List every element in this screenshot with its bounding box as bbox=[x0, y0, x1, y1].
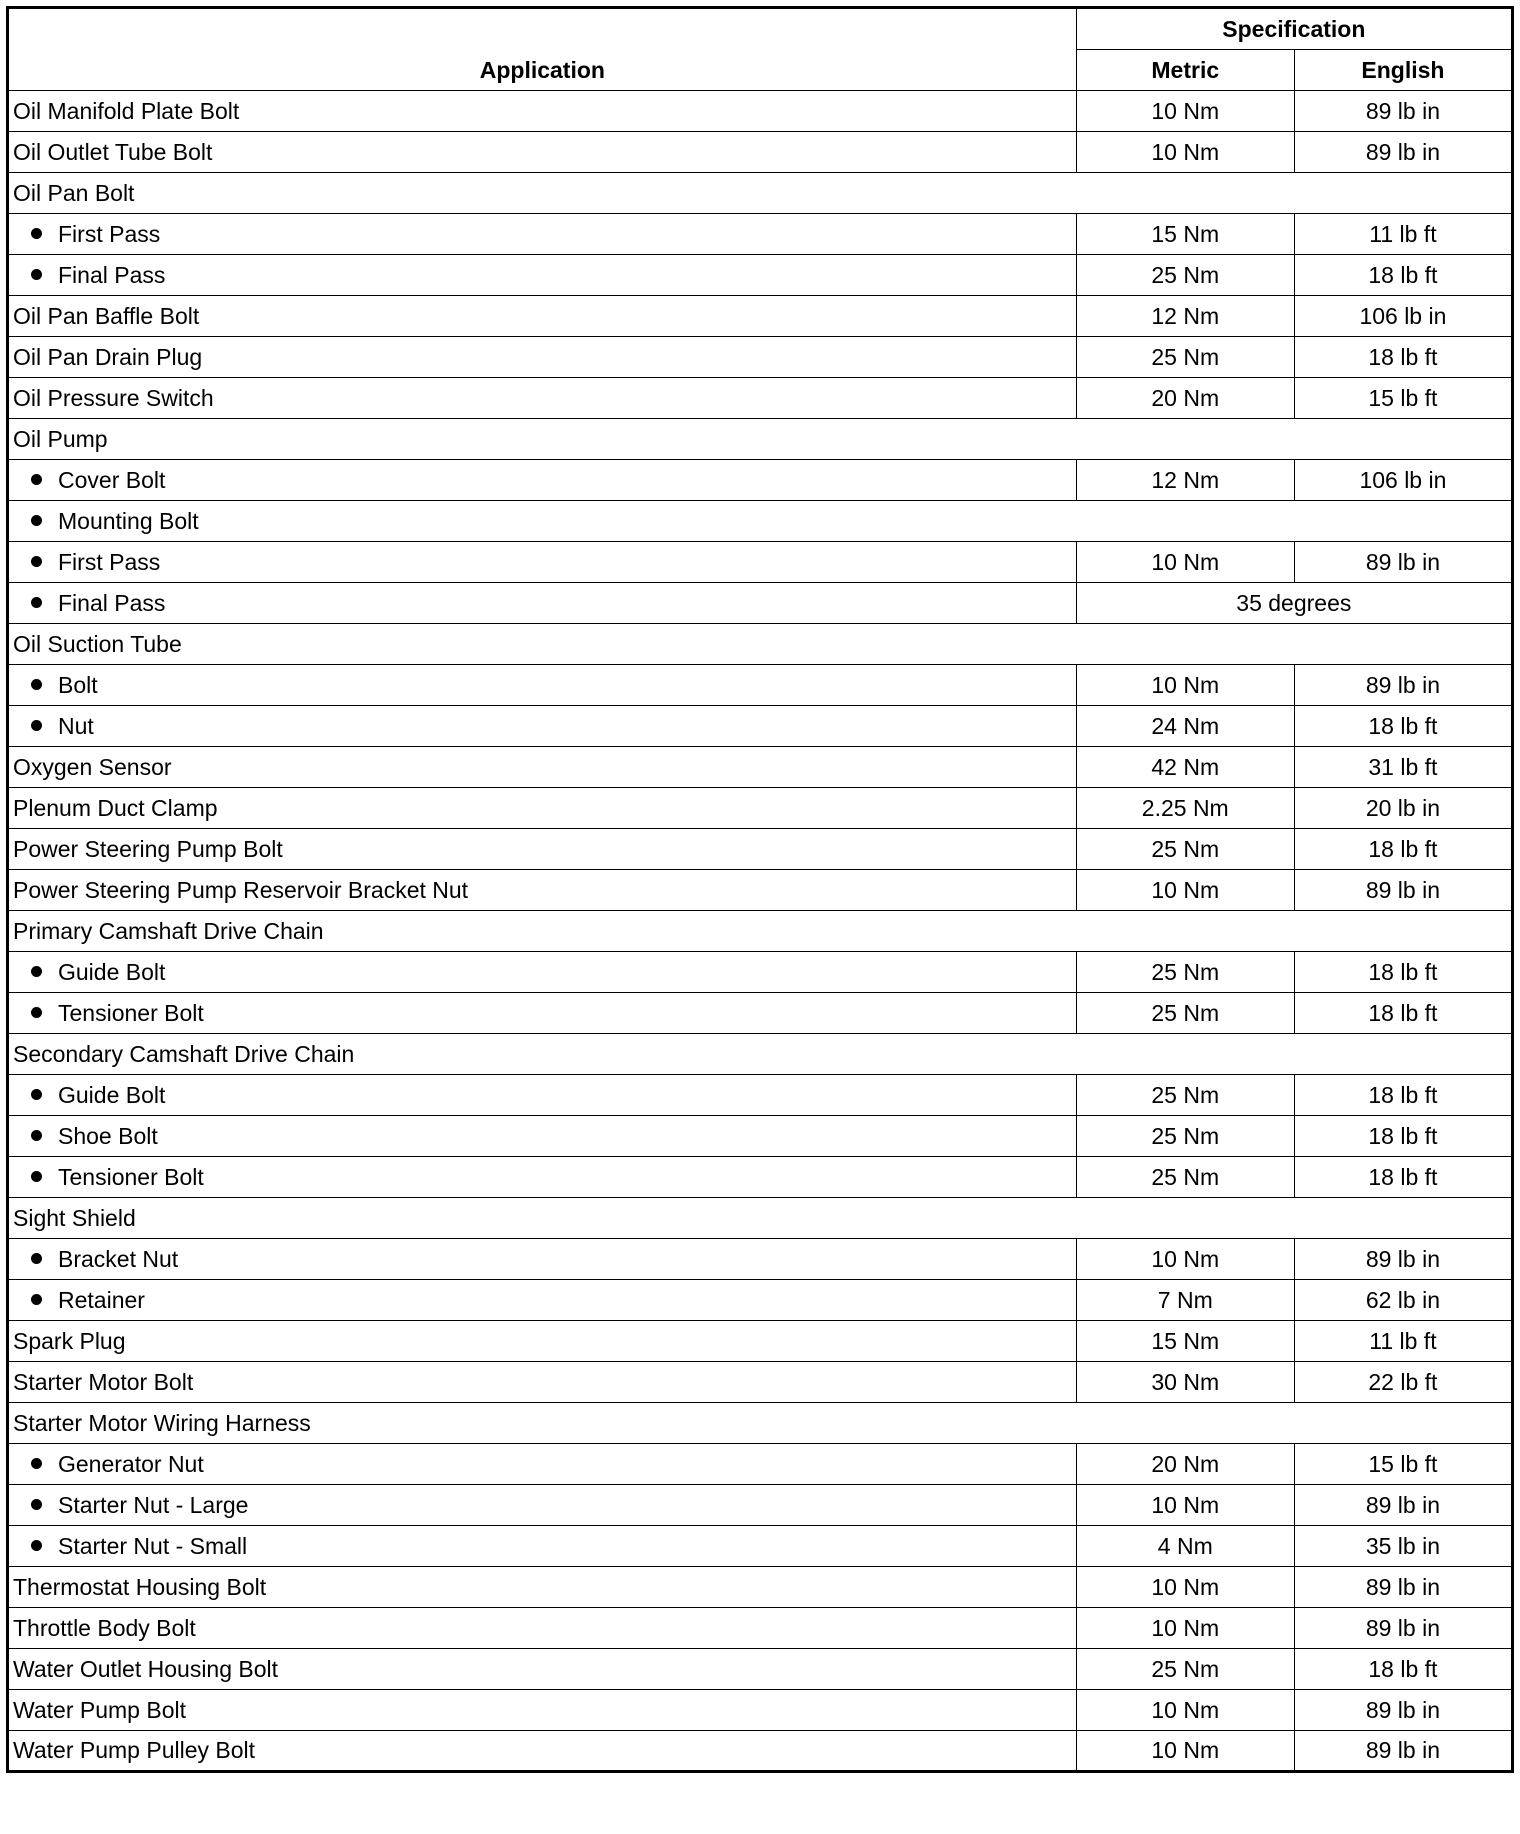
bullet-icon bbox=[31, 1253, 42, 1264]
table-row bbox=[8, 1403, 1513, 1444]
application-label: Oil Pump bbox=[13, 425, 108, 452]
application-cell bbox=[8, 829, 1077, 870]
application-cell bbox=[8, 788, 1077, 829]
application-label: Mounting Bolt bbox=[58, 507, 199, 534]
english-cell: 18 lb ft bbox=[1294, 255, 1512, 296]
table-row bbox=[8, 1608, 1513, 1649]
english-cell: 18 lb ft bbox=[1294, 1116, 1512, 1157]
merged-spec-cell: 35 degrees bbox=[1076, 583, 1512, 624]
bullet-icon bbox=[31, 1130, 42, 1141]
application-label: Water Pump Bolt bbox=[13, 1696, 186, 1723]
metric-cell: 10 Nm bbox=[1076, 665, 1294, 706]
application-cell bbox=[8, 1075, 1077, 1116]
bullet-icon bbox=[31, 1458, 42, 1469]
english-cell: 11 lb ft bbox=[1294, 214, 1512, 255]
english-cell: 31 lb ft bbox=[1294, 747, 1512, 788]
application-cell bbox=[8, 1649, 1077, 1690]
metric-cell: 25 Nm bbox=[1076, 829, 1294, 870]
metric-cell: 25 Nm bbox=[1076, 1116, 1294, 1157]
metric-cell: 10 Nm bbox=[1076, 1608, 1294, 1649]
application-label: Final Pass bbox=[58, 589, 166, 616]
application-label: Starter Motor Bolt bbox=[13, 1368, 194, 1395]
table-row bbox=[8, 583, 1513, 624]
table-body bbox=[8, 91, 1513, 1772]
application-cell bbox=[8, 747, 1077, 788]
application-cell bbox=[8, 1526, 1077, 1567]
table-row bbox=[8, 1362, 1513, 1403]
metric-cell: 2.25 Nm bbox=[1076, 788, 1294, 829]
english-cell: 18 lb ft bbox=[1294, 1157, 1512, 1198]
bullet-icon bbox=[31, 679, 42, 690]
metric-cell: 4 Nm bbox=[1076, 1526, 1294, 1567]
table-row bbox=[8, 1526, 1513, 1567]
table-row bbox=[8, 1239, 1513, 1280]
application-label: Power Steering Pump Bolt bbox=[13, 835, 283, 862]
english-cell: 11 lb ft bbox=[1294, 1321, 1512, 1362]
english-cell: 89 lb in bbox=[1294, 132, 1512, 173]
metric-cell: 12 Nm bbox=[1076, 460, 1294, 501]
application-cell bbox=[8, 1280, 1077, 1321]
metric-cell: 10 Nm bbox=[1076, 1731, 1294, 1772]
metric-cell: 10 Nm bbox=[1076, 91, 1294, 132]
application-label: Oil Suction Tube bbox=[13, 630, 182, 657]
table-row bbox=[8, 1157, 1513, 1198]
application-cell bbox=[8, 419, 1513, 460]
metric-cell: 10 Nm bbox=[1076, 1690, 1294, 1731]
application-cell bbox=[8, 1608, 1077, 1649]
table-row bbox=[8, 419, 1513, 460]
metric-cell: 10 Nm bbox=[1076, 542, 1294, 583]
application-label: Thermostat Housing Bolt bbox=[13, 1573, 267, 1600]
metric-cell: 30 Nm bbox=[1076, 1362, 1294, 1403]
application-cell bbox=[8, 583, 1077, 624]
application-cell bbox=[8, 214, 1077, 255]
header-english: English bbox=[1294, 50, 1512, 91]
application-cell bbox=[8, 911, 1513, 952]
application-label: Oil Pan Drain Plug bbox=[13, 343, 203, 370]
table-row bbox=[8, 1321, 1513, 1362]
application-label: Primary Camshaft Drive Chain bbox=[13, 917, 324, 944]
application-cell bbox=[8, 1239, 1077, 1280]
english-cell: 89 lb in bbox=[1294, 1485, 1512, 1526]
application-label: First Pass bbox=[58, 220, 161, 247]
metric-cell: 25 Nm bbox=[1076, 993, 1294, 1034]
table-row bbox=[8, 1034, 1513, 1075]
english-cell: 15 lb ft bbox=[1294, 378, 1512, 419]
application-label: Oil Pan Bolt bbox=[13, 179, 135, 206]
application-label: Starter Motor Wiring Harness bbox=[13, 1409, 311, 1436]
table-row bbox=[8, 911, 1513, 952]
application-label: Guide Bolt bbox=[58, 1081, 166, 1108]
bullet-icon bbox=[31, 1294, 42, 1305]
application-label: Bracket Nut bbox=[58, 1245, 179, 1272]
application-label: Guide Bolt bbox=[58, 958, 166, 985]
table-row bbox=[8, 829, 1513, 870]
application-label: Final Pass bbox=[58, 261, 166, 288]
application-label: Tensioner Bolt bbox=[58, 1163, 204, 1190]
application-cell bbox=[8, 501, 1513, 542]
table-row bbox=[8, 706, 1513, 747]
header-application: Application bbox=[8, 8, 1077, 91]
table-row bbox=[8, 747, 1513, 788]
english-cell: 18 lb ft bbox=[1294, 706, 1512, 747]
table-row bbox=[8, 952, 1513, 993]
application-cell bbox=[8, 1567, 1077, 1608]
application-label: Oil Outlet Tube Bolt bbox=[13, 138, 213, 165]
metric-cell: 10 Nm bbox=[1076, 1567, 1294, 1608]
english-cell: 35 lb in bbox=[1294, 1526, 1512, 1567]
header-metric: Metric bbox=[1076, 50, 1294, 91]
english-cell: 106 lb in bbox=[1294, 296, 1512, 337]
table-row bbox=[8, 337, 1513, 378]
metric-cell: 15 Nm bbox=[1076, 214, 1294, 255]
metric-cell: 24 Nm bbox=[1076, 706, 1294, 747]
table-row bbox=[8, 1444, 1513, 1485]
metric-cell: 20 Nm bbox=[1076, 1444, 1294, 1485]
bullet-icon bbox=[31, 474, 42, 485]
application-cell bbox=[8, 870, 1077, 911]
application-label: Oil Pan Baffle Bolt bbox=[13, 302, 200, 329]
application-cell bbox=[8, 1034, 1513, 1075]
english-cell: 89 lb in bbox=[1294, 1731, 1512, 1772]
metric-cell: 25 Nm bbox=[1076, 255, 1294, 296]
application-label: Oxygen Sensor bbox=[13, 753, 172, 780]
application-cell bbox=[8, 706, 1077, 747]
application-label: Sight Shield bbox=[13, 1204, 136, 1231]
bullet-icon bbox=[31, 1089, 42, 1100]
english-cell: 18 lb ft bbox=[1294, 1075, 1512, 1116]
application-cell bbox=[8, 1731, 1077, 1772]
table-row bbox=[8, 132, 1513, 173]
application-label: Throttle Body Bolt bbox=[13, 1614, 196, 1641]
table-row bbox=[8, 542, 1513, 583]
bullet-icon bbox=[31, 966, 42, 977]
metric-cell: 25 Nm bbox=[1076, 1075, 1294, 1116]
application-label: Shoe Bolt bbox=[58, 1122, 158, 1149]
header-specification: Specification bbox=[1076, 8, 1512, 50]
application-label: Secondary Camshaft Drive Chain bbox=[13, 1040, 355, 1067]
english-cell: 62 lb in bbox=[1294, 1280, 1512, 1321]
table-row bbox=[8, 665, 1513, 706]
application-label: Plenum Duct Clamp bbox=[13, 794, 218, 821]
english-cell: 89 lb in bbox=[1294, 870, 1512, 911]
table-row bbox=[8, 255, 1513, 296]
english-cell: 18 lb ft bbox=[1294, 829, 1512, 870]
application-cell bbox=[8, 1321, 1077, 1362]
english-cell: 89 lb in bbox=[1294, 1690, 1512, 1731]
application-label: First Pass bbox=[58, 548, 161, 575]
metric-cell: 10 Nm bbox=[1076, 1239, 1294, 1280]
table-row bbox=[8, 460, 1513, 501]
bullet-icon bbox=[31, 228, 42, 239]
english-cell: 89 lb in bbox=[1294, 665, 1512, 706]
table-row bbox=[8, 1567, 1513, 1608]
bullet-icon bbox=[31, 720, 42, 731]
application-cell bbox=[8, 337, 1077, 378]
application-label: Water Pump Pulley Bolt bbox=[13, 1737, 256, 1763]
table-row bbox=[8, 214, 1513, 255]
english-cell: 89 lb in bbox=[1294, 1239, 1512, 1280]
metric-cell: 25 Nm bbox=[1076, 337, 1294, 378]
metric-cell: 15 Nm bbox=[1076, 1321, 1294, 1362]
application-cell bbox=[8, 460, 1077, 501]
english-cell: 15 lb ft bbox=[1294, 1444, 1512, 1485]
application-label: Starter Nut - Small bbox=[58, 1532, 248, 1559]
application-cell bbox=[8, 378, 1077, 419]
bullet-icon bbox=[31, 1540, 42, 1551]
table-row bbox=[8, 1280, 1513, 1321]
metric-cell: 25 Nm bbox=[1076, 952, 1294, 993]
application-label: Water Outlet Housing Bolt bbox=[13, 1655, 279, 1682]
metric-cell: 42 Nm bbox=[1076, 747, 1294, 788]
application-cell bbox=[8, 91, 1077, 132]
table-row bbox=[8, 1690, 1513, 1731]
bullet-icon bbox=[31, 556, 42, 567]
application-label: Starter Nut - Large bbox=[58, 1491, 249, 1518]
application-cell bbox=[8, 952, 1077, 993]
application-cell bbox=[8, 542, 1077, 583]
application-cell bbox=[8, 1485, 1077, 1526]
application-label: Spark Plug bbox=[13, 1327, 126, 1354]
application-label: Generator Nut bbox=[58, 1450, 204, 1477]
application-cell bbox=[8, 1403, 1513, 1444]
application-cell bbox=[8, 255, 1077, 296]
bullet-icon bbox=[31, 269, 42, 280]
table-row bbox=[8, 378, 1513, 419]
metric-cell: 10 Nm bbox=[1076, 1485, 1294, 1526]
table-row bbox=[8, 296, 1513, 337]
english-cell: 89 lb in bbox=[1294, 542, 1512, 583]
english-cell: 18 lb ft bbox=[1294, 993, 1512, 1034]
application-cell bbox=[8, 132, 1077, 173]
torque-spec-table bbox=[6, 6, 1514, 1773]
application-label: Bolt bbox=[58, 671, 98, 698]
application-cell bbox=[8, 1444, 1077, 1485]
table-row bbox=[8, 1485, 1513, 1526]
application-cell bbox=[8, 624, 1513, 665]
application-cell bbox=[8, 1198, 1513, 1239]
application-label: Power Steering Pump Reservoir Bracket Nut bbox=[13, 876, 469, 903]
english-cell: 22 lb ft bbox=[1294, 1362, 1512, 1403]
application-cell bbox=[8, 1157, 1077, 1198]
english-cell: 18 lb ft bbox=[1294, 337, 1512, 378]
table-row bbox=[8, 173, 1513, 214]
metric-cell: 25 Nm bbox=[1076, 1649, 1294, 1690]
metric-cell: 12 Nm bbox=[1076, 296, 1294, 337]
application-label: Oil Manifold Plate Bolt bbox=[13, 97, 240, 124]
application-cell bbox=[8, 1690, 1077, 1731]
metric-cell: 25 Nm bbox=[1076, 1157, 1294, 1198]
application-label: Cover Bolt bbox=[58, 466, 166, 493]
table-row bbox=[8, 788, 1513, 829]
metric-cell: 20 Nm bbox=[1076, 378, 1294, 419]
table-row bbox=[8, 993, 1513, 1034]
table-row bbox=[8, 91, 1513, 132]
application-cell bbox=[8, 665, 1077, 706]
bullet-icon bbox=[31, 1499, 42, 1510]
english-cell: 89 lb in bbox=[1294, 1567, 1512, 1608]
english-cell: 18 lb ft bbox=[1294, 952, 1512, 993]
english-cell: 20 lb in bbox=[1294, 788, 1512, 829]
metric-cell: 7 Nm bbox=[1076, 1280, 1294, 1321]
table-row bbox=[8, 1075, 1513, 1116]
bullet-icon bbox=[31, 1007, 42, 1018]
english-cell: 106 lb in bbox=[1294, 460, 1512, 501]
application-cell bbox=[8, 1116, 1077, 1157]
english-cell: 89 lb in bbox=[1294, 1608, 1512, 1649]
application-label: Nut bbox=[58, 712, 94, 739]
application-label: Tensioner Bolt bbox=[58, 999, 204, 1026]
metric-cell: 10 Nm bbox=[1076, 132, 1294, 173]
table-row bbox=[8, 501, 1513, 542]
english-cell: 89 lb in bbox=[1294, 91, 1512, 132]
application-cell bbox=[8, 296, 1077, 337]
application-cell bbox=[8, 1362, 1077, 1403]
bullet-icon bbox=[31, 515, 42, 526]
table-row bbox=[8, 1116, 1513, 1157]
bullet-icon bbox=[31, 597, 42, 608]
english-cell: 18 lb ft bbox=[1294, 1649, 1512, 1690]
bullet-icon bbox=[31, 1171, 42, 1182]
application-cell bbox=[8, 173, 1513, 214]
table-row bbox=[8, 1731, 1513, 1772]
application-label: Oil Pressure Switch bbox=[13, 384, 214, 411]
table-row bbox=[8, 1198, 1513, 1239]
table-row bbox=[8, 1649, 1513, 1690]
application-cell bbox=[8, 993, 1077, 1034]
table-row bbox=[8, 870, 1513, 911]
application-label: Retainer bbox=[58, 1286, 145, 1313]
table-row bbox=[8, 624, 1513, 665]
metric-cell: 10 Nm bbox=[1076, 870, 1294, 911]
